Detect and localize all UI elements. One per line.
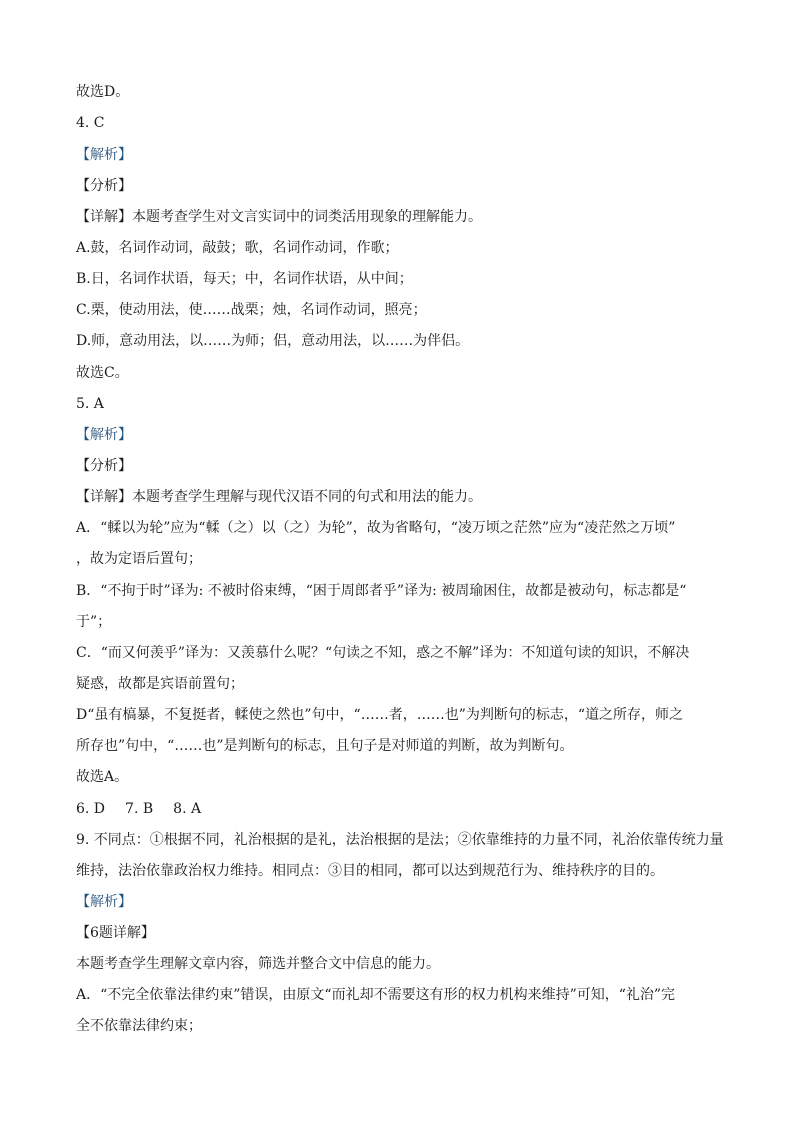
text-line: C.栗，使动用法，使……战栗；烛，名词作动词，照亮；	[76, 302, 427, 318]
text-line: 4. C	[76, 115, 105, 131]
section-tag: 【分析】	[76, 178, 132, 194]
section-tag: 【分析】	[76, 458, 132, 474]
text-line: 9. 不同点：①根据不同，礼治根据的是礼，法治根据的是法；②依靠维持的力量不同，礼治依靠传统力量	[76, 832, 724, 848]
text-line: C．“而又何羡乎”译为：又羡慕什么呢？“句读之不知，惑之不解”译为：不知道句读的知识，不解决	[76, 645, 690, 661]
answer-8: 8. A	[173, 801, 202, 817]
text-line: 本题考查学生理解文章内容，筛选并整合文中信息的能力。	[76, 956, 440, 972]
answers-row	[76, 799, 726, 819]
text-line: 【详解】本题考查学生理解与现代汉语不同的句式和用法的能力。	[76, 489, 482, 505]
text-line: D.师，意动用法，以……为师；侣，意动用法，以……为伴侣。	[76, 333, 470, 349]
section-tag: 【解析】	[76, 894, 132, 910]
text-line: 所存也”句中，“……也”是判断句的标志，且句子是对师道的判断，故为判断句。	[76, 738, 574, 754]
text-line: 疑惑，故都是宾语前置句；	[76, 676, 244, 692]
text-line: 故选A。	[76, 769, 129, 785]
text-line: D“虽有槁暴，不复挺者，輮使之然也”句中，“……者，……也”为判断句的标志，“道之所存，师之	[76, 707, 684, 723]
text-line: ，故为定语后置句；	[76, 551, 202, 567]
text-line: 维持，法治依靠政治权力维持。相同点：③目的相同，都可以达到规范行为、维持秩序的目的。	[76, 863, 664, 879]
text-line: A.鼓，名词作动词，敲鼓；歌，名词作动词，作歌；	[76, 240, 399, 256]
text-line: A．“輮以为轮”应为“輮（之）以（之）为轮”，故为省略句，“凌万顷之茫然”应为“凌茫然之万顷”	[76, 520, 676, 536]
text-line: A．“不完全依靠法律约束”错误，由原文“而礼却不需要这有形的权力机构来维持”可知，“礼治”完	[76, 987, 676, 1003]
text-line: 于”；	[76, 614, 112, 630]
answer-6: 6. D	[76, 801, 106, 817]
section-tag: 【6题详解】	[76, 925, 155, 941]
section-tag: 【解析】	[76, 147, 132, 163]
text-line: 全不依靠法律约束；	[76, 1018, 202, 1034]
text-line: 故选D。	[76, 84, 130, 100]
text-line: 5. A	[76, 396, 104, 412]
answer-7: 7. B	[125, 801, 154, 817]
text-line: 【详解】本题考查学生对文言实词中的词类活用现象的理解能力。	[76, 209, 482, 225]
text-line: 故选C。	[76, 365, 129, 381]
section-tag: 【解析】	[76, 427, 132, 443]
text-line: B．“不拘于时”译为: 不被时俗束缚，“困于周郎者乎”译为: 被周瑜困住，故都是被动句，标志都是“	[76, 583, 687, 599]
text-line: B.日，名词作状语，每天；中，名词作状语，从中间；	[76, 271, 413, 287]
